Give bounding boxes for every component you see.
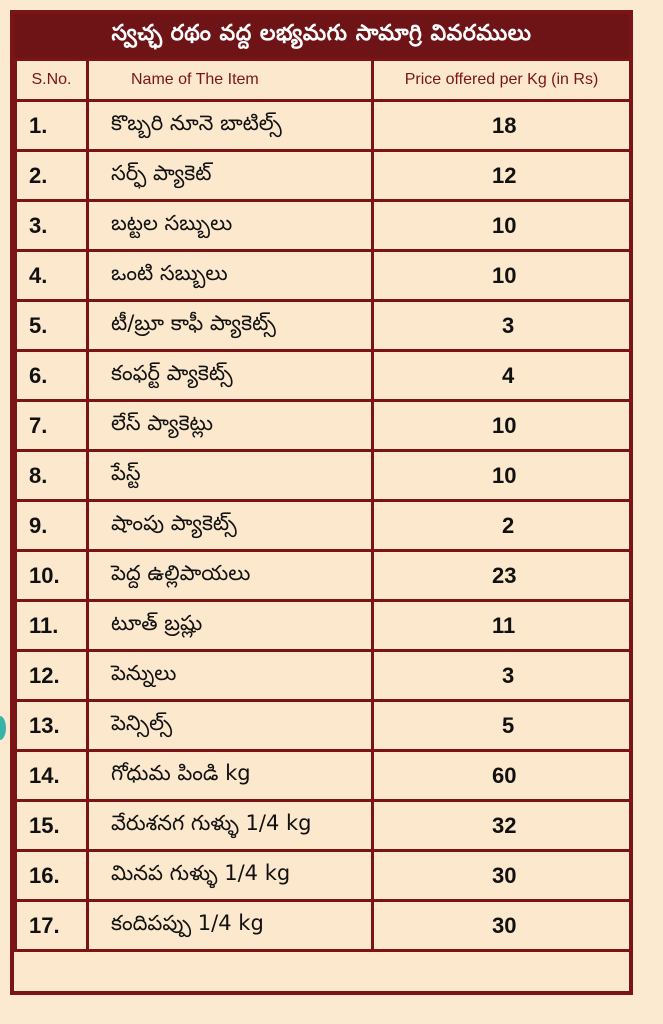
price-list-sheet	[10, 10, 633, 995]
table-row	[16, 301, 631, 351]
row-item-name: పెద్ద ఉల్లిపాయలు	[88, 551, 373, 601]
row-item-name: ఒంటి సబ్బులు	[88, 251, 373, 301]
price-table	[14, 58, 632, 952]
row-price: 2	[373, 501, 631, 551]
row-item-name: గోధుమ పిండి kg	[88, 751, 373, 801]
row-sno: 5.	[16, 301, 88, 351]
row-price: 30	[373, 851, 631, 901]
row-price: 4	[373, 351, 631, 401]
row-item-name: లేస్ ప్యాకెట్లు	[88, 401, 373, 451]
row-price: 23	[373, 551, 631, 601]
row-item-name: కందిపప్పు 1/4 kg	[88, 901, 373, 951]
table-row	[16, 651, 631, 701]
table-row	[16, 101, 631, 151]
row-price: 10	[373, 401, 631, 451]
table-row	[16, 201, 631, 251]
header-price: Price offered per Kg (in Rs)	[373, 60, 631, 101]
table-row	[16, 701, 631, 751]
row-price: 10	[373, 451, 631, 501]
row-sno: 9.	[16, 501, 88, 551]
row-price: 3	[373, 301, 631, 351]
row-price: 30	[373, 901, 631, 951]
row-item-name: పెన్సిల్స్	[88, 701, 373, 751]
row-price: 5	[373, 701, 631, 751]
row-item-name: వేరుశనగ గుళ్ళు 1/4 kg	[88, 801, 373, 851]
table-row	[16, 551, 631, 601]
row-item-name: పెన్నులు	[88, 651, 373, 701]
row-sno: 8.	[16, 451, 88, 501]
row-price: 18	[373, 101, 631, 151]
table-row	[16, 901, 631, 951]
row-item-name: మినప గుళ్ళు 1/4 kg	[88, 851, 373, 901]
row-item-name: బట్టల సబ్బులు	[88, 201, 373, 251]
row-sno: 17.	[16, 901, 88, 951]
row-sno: 2.	[16, 151, 88, 201]
row-price: 32	[373, 801, 631, 851]
row-price: 60	[373, 751, 631, 801]
row-sno: 15.	[16, 801, 88, 851]
row-sno: 11.	[16, 601, 88, 651]
row-item-name: షాంపు ప్యాకెట్స్	[88, 501, 373, 551]
table-header-row	[16, 60, 631, 101]
table-row	[16, 801, 631, 851]
table-row	[16, 751, 631, 801]
row-sno: 3.	[16, 201, 88, 251]
row-price: 12	[373, 151, 631, 201]
row-price: 10	[373, 251, 631, 301]
row-sno: 6.	[16, 351, 88, 401]
table-row	[16, 351, 631, 401]
row-price: 3	[373, 651, 631, 701]
row-sno: 4.	[16, 251, 88, 301]
row-item-name: కంఫర్ట్ ప్యాకెట్స్	[88, 351, 373, 401]
row-price: 11	[373, 601, 631, 651]
table-row	[16, 601, 631, 651]
row-item-name: టీ/బ్రూ కాఫీ ప్యాకెట్స్	[88, 301, 373, 351]
row-item-name: టూత్ బ్రష్లు	[88, 601, 373, 651]
table-row	[16, 451, 631, 501]
table-row	[16, 851, 631, 901]
row-item-name: సర్ఫ్ ప్యాకెట్	[88, 151, 373, 201]
table-row	[16, 151, 631, 201]
row-price: 10	[373, 201, 631, 251]
table-row	[16, 401, 631, 451]
row-sno: 10.	[16, 551, 88, 601]
edge-accent-dot	[0, 716, 6, 740]
row-item-name: కొబ్బరి నూనె బాటిల్స్	[88, 101, 373, 151]
table-row	[16, 251, 631, 301]
page-title: స్వచ్ఛ రథం వద్ద లభ్యమగు సామాగ్రి వివరములు	[14, 14, 629, 58]
row-sno: 13.	[16, 701, 88, 751]
row-sno: 16.	[16, 851, 88, 901]
row-sno: 1.	[16, 101, 88, 151]
row-sno: 12.	[16, 651, 88, 701]
row-item-name: పేస్ట్	[88, 451, 373, 501]
header-sno: S.No.	[16, 60, 88, 101]
row-sno: 14.	[16, 751, 88, 801]
row-sno: 7.	[16, 401, 88, 451]
table-row	[16, 501, 631, 551]
header-item-name: Name of The Item	[88, 60, 373, 101]
